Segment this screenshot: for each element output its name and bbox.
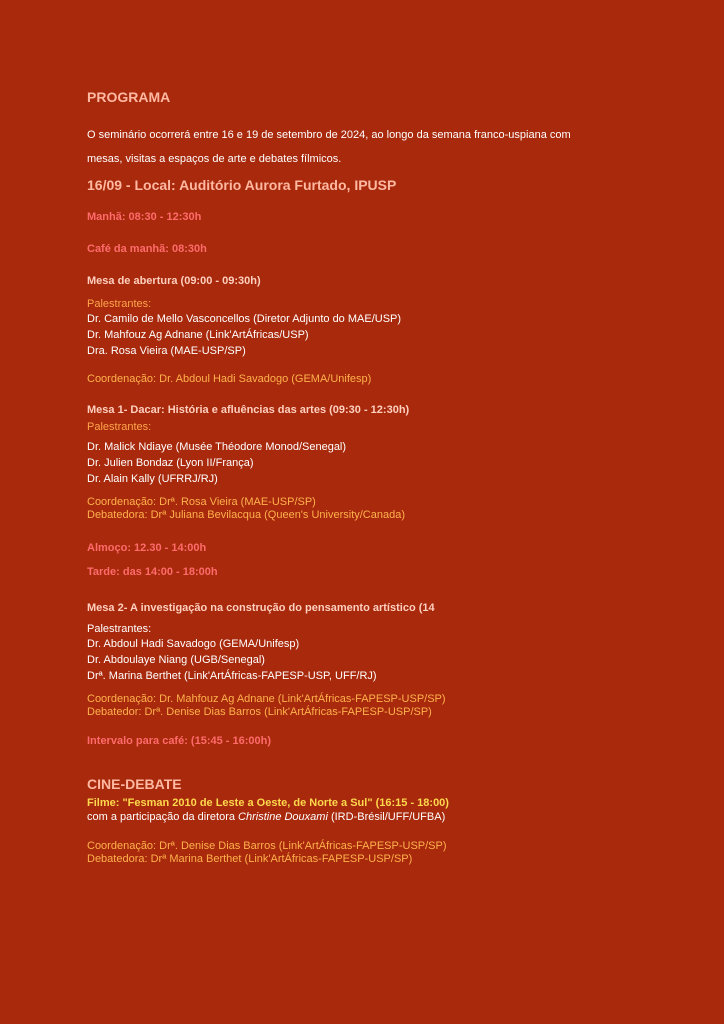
intervalo-time: Intervalo para café: (15:45 - 16:00h) [87, 735, 272, 747]
mesa1-palestrantes-label: Palestrantes: [87, 421, 152, 433]
mesa2-debatedor: Debatedor: Drª. Denise Dias Barros (Link'ArtÁfricas-FAPESP-USP/SP) [87, 706, 432, 718]
mesa1-coordenacao: Coordenação: Drª. Rosa Vieira (MAE-USP/SP) [87, 496, 316, 508]
intro-line-1: O seminário ocorrerá entre 16 e 19 de setembro de 2024, ao longo da semana franco-uspiana com [87, 129, 571, 141]
mesa2-speaker: Drª. Marina Berthet (Link'ArtÁfricas-FAPESP-USP, UFF/RJ) [87, 670, 377, 682]
abertura-speaker: Dr. Mahfouz Ag Adnane (Link'ArtÁfricas/USP) [87, 329, 309, 341]
participation-prefix: com a participação da diretora [87, 811, 239, 823]
day-heading: 16/09 - Local: Auditório Aurora Furtado, IPUSP [87, 177, 397, 193]
mesa2-coordenacao: Coordenação: Dr. Mahfouz Ag Adnane (Link'ArtÁfricas-FAPESP-USP/SP) [87, 693, 446, 705]
participation-suffix: (IRD-Brésil/UFF/UFBA) [327, 811, 446, 823]
mesa1-speaker: Dr. Julien Bondaz (Lyon II/França) [87, 457, 254, 469]
mesa2-palestrantes-label: Palestrantes: [87, 623, 152, 635]
film-title: Filme: "Fesman 2010 de Leste a Oeste, de Norte a Sul" (16:15 - 18:00) [87, 797, 449, 809]
abertura-speaker: Dra. Rosa Vieira (MAE-USP/SP) [87, 345, 246, 357]
director-name: Christine Douxami [238, 811, 328, 823]
abertura-title: Mesa de abertura (09:00 - 09:30h) [87, 275, 261, 287]
mesa2-title: Mesa 2- A investigação na construção do pensamento artístico (14 [87, 602, 435, 614]
programa-title: PROGRAMA [87, 89, 171, 105]
abertura-palestrantes-label: Palestrantes: [87, 298, 152, 310]
abertura-coordenacao: Coordenação: Dr. Abdoul Hadi Savadogo (GEMA/Unifesp) [87, 373, 372, 385]
manha-time: Manhã: 08:30 - 12:30h [87, 211, 202, 223]
cafe-time: Café da manhã: 08:30h [87, 243, 207, 255]
mesa1-speaker: Dr. Malick Ndiaye (Musée Théodore Monod/Senegal) [87, 441, 347, 453]
cine-debate-title: CINE-DEBATE [87, 776, 182, 792]
mesa1-debatedora: Debatedora: Drª Juliana Bevilacqua (Queen's University/Canada) [87, 509, 406, 521]
mesa2-speaker: Dr. Abdoulaye Niang (UGB/Senegal) [87, 654, 265, 666]
mesa1-speaker: Dr. Alain Kally (UFRRJ/RJ) [87, 473, 218, 485]
cine-coordenacao: Coordenação: Drª. Denise Dias Barros (Link'ArtÁfricas-FAPESP-USP/SP) [87, 840, 447, 852]
film-participation [87, 810, 647, 824]
tarde-time: Tarde: das 14:00 - 18:00h [87, 566, 218, 578]
abertura-speaker: Dr. Camilo de Mello Vasconcellos (Diretor Adjunto do MAE/USP) [87, 313, 402, 325]
almoco-time: Almoço: 12.30 - 14:00h [87, 542, 207, 554]
intro-line-2: mesas, visitas a espaços de arte e debates fílmicos. [87, 153, 342, 165]
cine-debatedora: Debatedora: Drª Marina Berthet (Link'ArtÁfricas-FAPESP-USP/SP) [87, 853, 413, 865]
mesa1-title: Mesa 1- Dacar: História e afluências das artes (09:30 - 12:30h) [87, 404, 410, 416]
mesa2-speaker: Dr. Abdoul Hadi Savadogo (GEMA/Unifesp) [87, 638, 300, 650]
program-page [87, 88, 647, 866]
